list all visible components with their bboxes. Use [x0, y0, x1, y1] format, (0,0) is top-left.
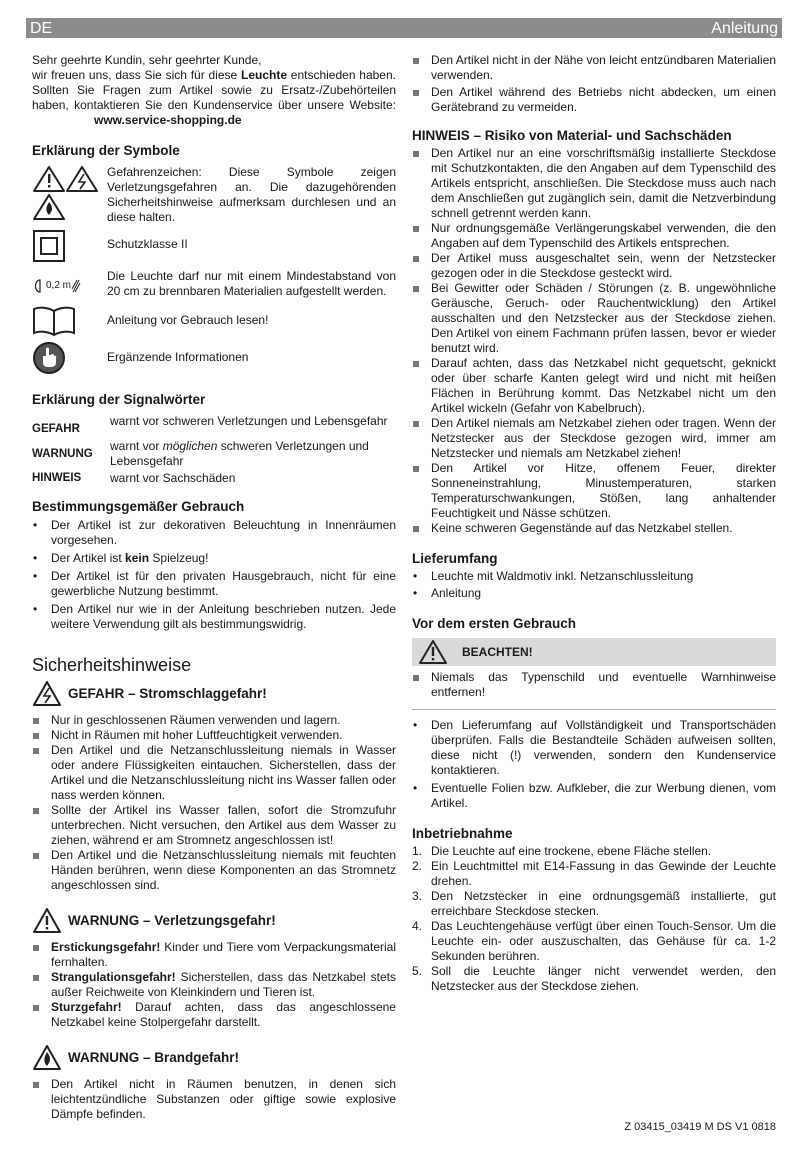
intro-text: wir freuen uns, dass Sie sich für diese Leuchte entschieden haben. Sollten Sie Fragen zum Artikel sowie zu Ersatz-/Zubehörteilen haben, kontaktieren Sie den Kundenservice über unsere Website:www.service-shopping.de	[32, 68, 396, 127]
list-item: Den Artikel und die Netzanschlussleitung niemals in Wasser oder andere Flüssigkeiten eintauchen. Sicherstellen, dass der Artikel und die Netzanschlussleitung nicht ins Wasser fallen oder nass werden können.	[32, 743, 396, 803]
signal-words-table	[32, 414, 396, 486]
list-item: Nicht in Räumen mit hoher Luftfeuchtigkeit verwenden.	[32, 728, 396, 743]
left-column	[32, 53, 396, 1122]
setup-title: Inbetriebnahme	[412, 826, 513, 841]
step-item: 5. Soll die Leuchte länger nicht verwendet werden, den Netzstecker aus der Steckdose ziehen.	[412, 964, 776, 993]
notice-title: HINWEIS – Risiko von Material- und Sachschäden	[412, 128, 732, 143]
intended-use-title: Bestimmungsgemäßer Gebrauch	[32, 499, 245, 514]
list-item: Keine schweren Gegenstände auf das Netzkabel stellen.	[412, 521, 776, 536]
list-item: Den Artikel vor Hitze, offenem Feuer, direkter Sonneneinstrahlung, Minustemperaturen, starken Temperaturschwankungen, Stößen, lang anhaltender Feuchtigkeit und Nässe schützen.	[412, 461, 776, 521]
list-item: • Anleitung	[412, 586, 776, 601]
injury-warning-heading: WARNUNG – Verletzungsgefahr!	[32, 907, 396, 934]
list-item: • Den Artikel nur wie in der Anleitung beschrieben nutzen. Jede weitere Verwendung gilt als bestimmungswidrig.	[32, 602, 396, 632]
intended-use-list	[32, 518, 396, 632]
step-item: 2. Ein Leuchtmittel mit E14-Fassung in das Gewinde der Leuchte drehen.	[412, 859, 776, 888]
beachten-banner	[412, 638, 776, 666]
first-use-list	[412, 718, 776, 811]
list-item: Den Artikel nicht in Räumen benutzen, in denen sich leichtentzündliche Substanzen oder giftige sowie explosive Dämpfe befinden.	[32, 1077, 396, 1122]
step-item: 4. Das Leuchtengehäuse verfügt über einen Touch-Sensor. Um die Leuchte ein- oder auszuschalten, das Gehäuse für ca. 1-2 Sekunden berühren.	[412, 919, 776, 963]
first-use-title: Vor dem ersten Gebrauch	[412, 616, 577, 631]
safety-title: Sicherheitshinweise	[32, 655, 192, 675]
list-item: Niemals das Typenschild und eventuelle Warnhinweise entfernen!	[412, 670, 776, 700]
divider	[412, 709, 776, 710]
fire-warning-list-continued	[412, 53, 776, 115]
list-item: Nur ordnungsgemäße Verlängerungskabel verwenden, die den Angaben auf dem Typenschild des Artikels entsprechen.	[412, 221, 776, 251]
signal-row: GEFAHR warnt vor schweren Verletzungen und Lebensgefahr	[32, 414, 388, 435]
list-item: Darauf achten, dass das Netzkabel nicht gequetscht, geknickt oder über scharfe Kanten gelegt wird und nicht mit heißen Flächen in Berührung kommt. Das Netzkabel nicht um den Artikel wickeln (Gefahr von Kabelbruch).	[412, 356, 776, 416]
read-manual-icon	[32, 305, 76, 337]
right-column	[412, 53, 776, 994]
signal-words-title: Erklärung der Signalwörter	[32, 392, 206, 407]
symbol-row-info: Ergänzende Informationen	[32, 341, 396, 375]
list-item: Den Artikel während des Betriebs nicht abdecken, um einen Gerätebrand zu vermeiden.	[412, 85, 776, 115]
list-item: Den Artikel niemals am Netzkabel ziehen oder tragen. Wenn der Netzstecker aus der Steckdose gezogen wird, immer am Netzstecker und niemals am Netzkabel ziehen!	[412, 416, 776, 461]
symbol-row-manual: Anleitung vor Gebrauch lesen!	[32, 305, 396, 337]
list-item: • Der Artikel ist kein Spielzeug!	[32, 551, 396, 566]
list-item: Den Artikel nur an eine vorschriftsmäßig installierte Steckdose mit Schutzkontakten, die den Angaben auf dem Typenschild des Artikels entspricht, anschließen. Die Steckdose muss auch nach dem Anschließen gut zugänglich sein, damit die Netzverbindung schnell getrennt werden kann.	[412, 146, 776, 221]
list-item: Strangulationsgefahr! Sicherstellen, dass das Netzkabel stets außer Reichweite von Kleinkindern und Tieren ist.	[32, 970, 396, 1000]
greeting: Sehr geehrte Kundin, sehr geehrter Kunde,	[32, 53, 262, 67]
fire-hazard-icon	[32, 1044, 62, 1071]
warning-triangle-icon	[418, 639, 448, 665]
first-use-notice-list	[412, 670, 776, 700]
electric-hazard-icon	[32, 680, 62, 707]
list-item: Nur in geschlossenen Räumen verwenden und lagern.	[32, 713, 396, 728]
protection-class-2-icon	[32, 229, 66, 263]
symbols-title: Erklärung der Symbole	[32, 143, 180, 158]
list-item: • Eventuelle Folien bzw. Aufkleber, die zur Werbung dienen, vom Artikel.	[412, 781, 776, 811]
list-item: • Leuchte mit Waldmotiv inkl. Netzanschlussleitung	[412, 569, 776, 584]
lamp-distance-icon	[32, 279, 44, 293]
document-code: Z 03415_03419 M DS V1 0818	[624, 1121, 776, 1133]
website-link[interactable]: www.service-shopping.de	[94, 113, 242, 127]
warning-triangle-icon	[32, 907, 62, 934]
symbol-row-distance: 0,2 m Die Leuchte darf nur mit einem Mindestabstand von 20 cm zu brennbaren Materialien aufgestellt werden.	[32, 269, 396, 299]
language-code: DE	[30, 19, 53, 37]
list-item: Sturzgefahr! Darauf achten, dass das angeschlossene Netzkabel keine Stolpergefahr darstellt.	[32, 1000, 396, 1030]
electric-warning-list	[32, 713, 396, 893]
list-item: Sollte der Artikel ins Wasser fallen, sofort die Stromzufuhr unterbrechen. Nicht versuchen, den Artikel aus dem Wasser zu ziehen, während er am Stromnetz angeschlossen ist!	[32, 803, 396, 848]
flammable-material-icon	[71, 279, 81, 293]
step-item: 1. Die Leuchte auf eine trockene, ebene Fläche stellen.	[412, 844, 712, 858]
signal-row: HINWEIS warnt vor Sachschäden	[32, 471, 236, 485]
hazard-symbols-icon	[32, 165, 102, 221]
electric-warning-heading: GEFAHR – Stromschlaggefahr!	[32, 680, 396, 707]
step-item: 3. Den Netzstecker in eine ordnungsgemäß installierte, gut erreichbare Steckdose stecken.	[412, 889, 776, 918]
symbol-row-hazard: Gefahrenzeichen: Diese Symbole zeigen Verletzungsgefahren an. Die dazugehörenden Sicherheitshinweise aufmerksam durchlesen und an diese halten.	[32, 165, 396, 225]
list-item: • Den Lieferumfang auf Vollständigkeit und Transportschäden überprüfen. Falls die Bestandteile Schäden aufweisen sollten, diese nicht (!) verwenden, sondern den Kundenservice kontaktieren.	[412, 718, 776, 778]
document-type: Anleitung	[711, 19, 778, 37]
setup-steps	[412, 844, 776, 994]
notice-list	[412, 146, 776, 536]
scope-list	[412, 569, 776, 601]
list-item: • Der Artikel ist für den privaten Hausgebrauch, nicht für eine gewerbliche Nutzung bestimmt.	[32, 569, 396, 599]
list-item: Der Artikel muss ausgeschaltet sein, wenn der Netzstecker gezogen oder in die Steckdose gesteckt wird.	[412, 251, 776, 281]
symbol-row-class2: Schutzklasse II	[32, 229, 396, 263]
list-item: Erstickungsgefahr! Kinder und Tiere vom Verpackungsmaterial fernhalten.	[32, 940, 396, 970]
list-item: Bei Gewitter oder Schäden / Störungen (z. B. ungewöhnliche Geräusche, Geruch- oder Rauchentwicklung) den Artikel ausschalten und den Netzstecker aus der Steckdose ziehen. Den Artikel von einem Fachmann prüfen lassen, bevor er wieder benutzt wird.	[412, 281, 776, 356]
list-item: Den Artikel und die Netzanschlussleitung niemals mit feuchten Händen berühren, wenn diese Komponenten an das Stromnetz angeschlossen sind.	[32, 848, 396, 893]
list-item: • Der Artikel ist zur dekorativen Beleuchtung in Innenräumen vorgesehen.	[32, 518, 396, 548]
beachten-label: BEACHTEN!	[462, 644, 533, 659]
list-item: Den Artikel nicht in der Nähe von leicht entzündbaren Materialien verwenden.	[412, 53, 776, 83]
header-bar	[26, 18, 782, 38]
info-hand-icon	[32, 341, 66, 375]
signal-row: WARNUNG warnt vor möglichen schweren Verletzungen und Lebensgefahr	[32, 439, 369, 468]
scope-title: Lieferumfang	[412, 551, 498, 566]
fire-warning-list	[32, 1077, 396, 1122]
injury-warning-list	[32, 940, 396, 1030]
fire-warning-heading: WARNUNG – Brandgefahr!	[32, 1044, 396, 1071]
